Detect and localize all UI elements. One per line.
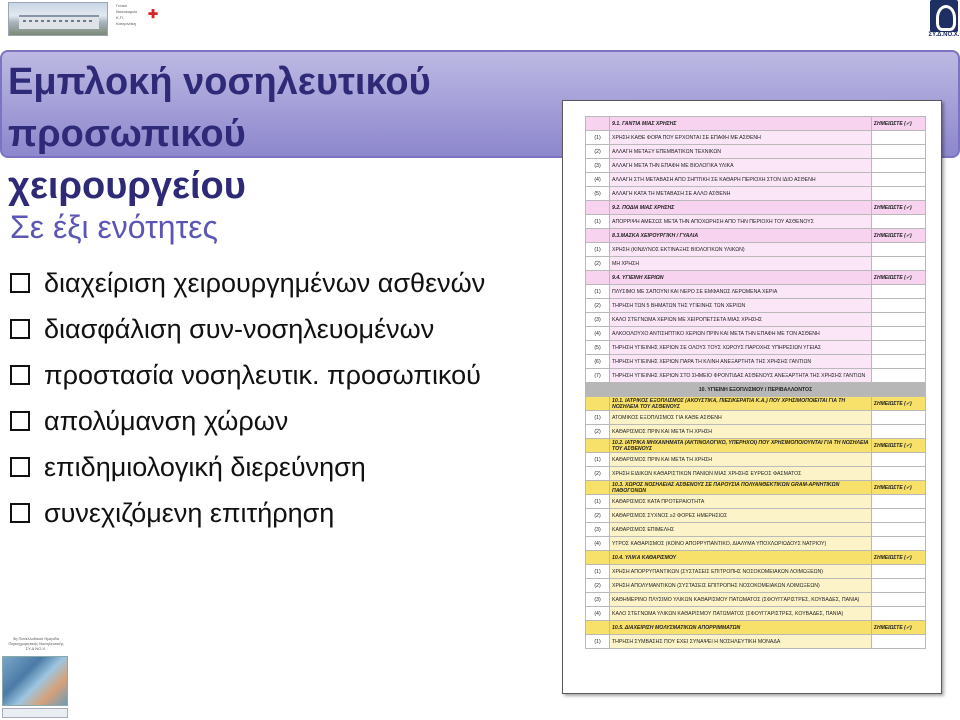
form-row-mark	[872, 495, 926, 509]
form-row-text: ΑΤΟΜΙΚΟΣ ΕΞΟΠΛΙΣΜΟΣ ΓΙΑ ΚΑΘΕ ΑΣΘΕΝΗ	[610, 411, 872, 425]
form-row-number: (2)	[586, 509, 610, 523]
form-item-row	[586, 243, 926, 257]
form-row-mark	[872, 537, 926, 551]
form-row-text: ΑΛΛΑΓΗ ΜΕΤΑΞΥ ΕΠΕΜΒΑΤΙΚΩΝ ΤΕΧΝΙΚΩΝ	[610, 145, 872, 159]
form-item-row	[586, 453, 926, 467]
form-item-row	[586, 327, 926, 341]
form-row-mark: ΣΗΜΕΙΩΣΤΕ (✓)	[872, 397, 926, 411]
form-row-mark	[872, 341, 926, 355]
form-row-text: ΑΠΟΡΡΙΨΗ ΑΜΕΣΩΣ ΜΕΤΑ ΤΗΝ ΑΠΟΧΩΡΗΣΗ ΑΠΟ ΤΗΝ ΠΕΡΙΟΧΗ ΤΟΥ ΑΣΘΕΝΟΥΣ	[610, 215, 872, 229]
form-row-mark	[872, 467, 926, 481]
form-section-row	[586, 201, 926, 215]
form-item-row	[586, 145, 926, 159]
form-section-row	[586, 621, 926, 635]
form-row-text: ΚΑΘΑΡΙΣΜΟΣ ΕΠΙΜΕΛΗΣ	[610, 523, 872, 537]
form-row-number: (4)	[586, 327, 610, 341]
form-item-row	[586, 565, 926, 579]
form-item-row	[586, 313, 926, 327]
conference-logo	[0, 636, 72, 720]
form-row-number	[586, 271, 610, 285]
form-row-number	[586, 439, 610, 453]
bullet-list	[10, 260, 485, 536]
form-item-row	[586, 593, 926, 607]
section-heading: Σε έξι ενότητες	[10, 209, 218, 245]
form-row-mark	[872, 593, 926, 607]
form-row-mark: ΣΗΜΕΙΩΣΤΕ (✓)	[872, 621, 926, 635]
bullet-item: απολύμανση χώρων	[10, 398, 485, 444]
form-row-number: (4)	[586, 607, 610, 621]
form-row-text: ΧΡΗΣΗ (ΚΙΝΔΥΝΟΣ ΕΚΤΙΝΑΞΗΣ ΒΙΟΛΟΓΙΚΩΝ ΥΛΙΚΩΝ)	[610, 243, 872, 257]
form-row-number: (1)	[586, 453, 610, 467]
form-row-mark	[872, 579, 926, 593]
form-row-mark	[872, 355, 926, 369]
form-row-number: (2)	[586, 257, 610, 271]
form-item-row	[586, 579, 926, 593]
form-row-mark: ΣΗΜΕΙΩΣΤΕ (✓)	[872, 271, 926, 285]
form-row-text: 10.4. ΥΛΙΚΑ ΚΑΘΑΡΙΣΜΟΥ	[610, 551, 872, 565]
form-row-text: ΑΛΛΑΓΗ ΜΕΤΑ ΤΗΝ ΕΠΑΦΗ ΜΕ ΒΙΟΛΟΓΙΚΑ ΥΛΙΚΑ	[610, 159, 872, 173]
form-row-number: (6)	[586, 355, 610, 369]
form-row-text: ΧΡΗΣΗ ΚΑΘΕ ΦΟΡΑ ΠΟΥ ΕΡΧΟΝΤΑΙ ΣΕ ΕΠΑΦΗ ΜΕ ΑΣΘΕΝΗ	[610, 131, 872, 145]
checkbox-bullet-icon	[10, 365, 30, 385]
form-row-number: (1)	[586, 243, 610, 257]
slide-title-line-1: Εμπλοκή νοσηλευτικού προσωπικού	[8, 61, 431, 155]
form-row-number: (5)	[586, 187, 610, 201]
slide-title	[8, 56, 568, 212]
form-row-text: ΧΡΗΣΗ ΕΙΔΙΚΩΝ ΚΑΘΑΡΙΣΤΙΚΩΝ ΠΑΝΙΩΝ ΜΙΑΣ ΧΡΗΣΗΣ ΕΥΡΕΟΣ ΦΑΣΜΑΤΟΣ	[610, 467, 872, 481]
form-section-row	[586, 439, 926, 453]
conference-logo-text: 3η Πανελλαδικού Ημερίδα Περιεγχειρητικής Νοσηλευτικής ΣΥ.Δ.ΝΟ.Χ.	[8, 636, 64, 651]
form-row-number: (4)	[586, 537, 610, 551]
checkbox-bullet-icon	[10, 503, 30, 523]
form-item-row	[586, 173, 926, 187]
form-section-row	[586, 271, 926, 285]
association-emblem-icon	[930, 0, 958, 32]
form-row-mark	[872, 215, 926, 229]
form-item-row	[586, 635, 926, 649]
bullet-item: διασφάλιση συν-νοσηλευομένων	[10, 306, 485, 352]
form-band-title: 10. ΥΓΙΕΙΝΗ ΕΞΟΠΛΙΣΜΟΥ / ΠΕΡΙΒΑΛΛΟΝΤΟΣ	[586, 383, 926, 397]
form-item-row	[586, 299, 926, 313]
red-cross-icon: ✚	[148, 7, 159, 21]
form-item-row	[586, 257, 926, 271]
form-row-text: ΤΗΡΗΣΗ ΥΓΙΕΙΝΗΣ ΧΕΡΙΩΝ ΣΕ ΟΛΟΥΣ ΤΟΥΣ ΧΩΡΟΥΣ ΠΑΡΟΧΗΣ ΥΠΗΡΕΣΙΩΝ ΥΓΕΙΑΣ	[610, 341, 872, 355]
slide-title-line-2: χειρουργείου	[8, 165, 246, 207]
bullet-item: συνεχιζόμενη επιτήρηση	[10, 490, 485, 536]
hospital-logo-text: Γενικό Νοσοκομείο Κ.Π. Κατερινάκη	[116, 3, 138, 26]
form-item-row	[586, 131, 926, 145]
form-row-text: ΧΡΗΣΗ ΑΠΟΡΡΥΠΑΝΤΙΚΩΝ (ΣΥΣΤΑΣΕΙΣ ΕΠΙΤΡΟΠΗΣ ΝΟΣΟΚΟΜΕΙΑΚΩΝ ΛΟΙΜΩΞΕΩΝ)	[610, 565, 872, 579]
association-logo	[928, 0, 960, 40]
form-row-number: (3)	[586, 593, 610, 607]
form-row-text: ΤΗΡΗΣΗ ΥΓΙΕΙΝΗΣ ΧΕΡΙΩΝ ΣΤΟ ΣΗΜΕΙΟ ΦΡΟΝΤΙΔΑΣ ΑΣΘΕΝΟΥΣ ΑΝΕΞΑΡΤΗΤΑ ΤΗΣ ΧΡΗΣΗΣ ΓΑΝΤΙΩΝ	[610, 369, 872, 383]
form-item-row	[586, 495, 926, 509]
form-item-row	[586, 537, 926, 551]
form-row-text: 10.5. ΔΙΑΧΕΙΡΙΣΗ ΜΟΛΥΣΜΑΤΙΚΩΝ ΑΠΟΡΡΙΜΜΑΤΩΝ	[610, 621, 872, 635]
form-section-row	[586, 481, 926, 495]
form-row-text: ΤΗΡΗΣΗ ΣΥΜΒΑΣΗΣ ΠΟΥ ΕΧΕΙ ΣΥΝΑΨΕΙ Η ΝΟΣΗΛΕΥΤΙΚΗ ΜΟΝΑΔΑ	[610, 635, 872, 649]
form-row-number	[586, 481, 610, 495]
form-row-mark	[872, 285, 926, 299]
hospital-logo	[8, 2, 158, 36]
form-row-mark	[872, 565, 926, 579]
form-row-mark	[872, 635, 926, 649]
form-row-mark: ΣΗΜΕΙΩΣΤΕ (✓)	[872, 117, 926, 131]
checkbox-bullet-icon	[10, 411, 30, 431]
form-item-row	[586, 411, 926, 425]
bullet-item: προστασία νοσηλευτικ. προσωπικού	[10, 352, 485, 398]
form-row-text: ΜΗ ΧΡΗΣΗ	[610, 257, 872, 271]
form-row-number	[586, 397, 610, 411]
form-row-mark	[872, 243, 926, 257]
form-row-number	[586, 621, 610, 635]
conference-logo-band	[2, 708, 68, 718]
form-section-row	[586, 117, 926, 131]
form-item-row	[586, 285, 926, 299]
form-row-number: (1)	[586, 131, 610, 145]
checklist-form-table	[585, 116, 926, 649]
form-row-mark	[872, 523, 926, 537]
form-row-mark	[872, 425, 926, 439]
form-row-number: (1)	[586, 215, 610, 229]
form-row-number: (3)	[586, 159, 610, 173]
form-row-number: (2)	[586, 579, 610, 593]
checkbox-bullet-icon	[10, 457, 30, 477]
form-section-row	[586, 229, 926, 243]
form-item-row	[586, 369, 926, 383]
form-row-mark: ΣΗΜΕΙΩΣΤΕ (✓)	[872, 201, 926, 215]
form-row-text: ΚΑΘΑΡΙΣΜΟΣ ΠΡΙΝ ΚΑΙ ΜΕΤΑ ΤΗ ΧΡΗΣΗ	[610, 425, 872, 439]
form-row-mark	[872, 257, 926, 271]
form-row-number	[586, 551, 610, 565]
form-row-text: ΠΛΥΣΙΜΟ ΜΕ ΣΑΠΟΥΝΙ ΚΑΙ ΝΕΡΟ ΣΕ ΕΜΦΑΝΩΣ ΛΕΡΩΜΕΝΑ ΧΕΡΙΑ	[610, 285, 872, 299]
form-row-text: ΚΑΘΑΡΙΣΜΟΣ ΠΡΙΝ ΚΑΙ ΜΕΤΑ ΤΗ ΧΡΗΣΗ	[610, 453, 872, 467]
form-item-row	[586, 607, 926, 621]
form-row-text: ΚΑΘΑΡΙΣΜΟΣ ΚΑΤΑ ΠΡΟΤΕΡΑΙΟΤΗΤΑ	[610, 495, 872, 509]
form-section-row	[586, 551, 926, 565]
form-section-row	[586, 397, 926, 411]
form-row-number: (3)	[586, 523, 610, 537]
form-row-mark: ΣΗΜΕΙΩΣΤΕ (✓)	[872, 481, 926, 495]
form-row-text: 9.2. ΠΟΔΙΑ ΜΙΑΣ ΧΡΗΣΗΣ	[610, 201, 872, 215]
form-row-text: ΤΗΡΗΣΗ ΤΩΝ 5 ΒΗΜΑΤΩΝ ΤΗΣ ΥΓΙΕΙΝΗΣ ΤΩΝ ΧΕΡΙΩΝ	[610, 299, 872, 313]
form-row-mark	[872, 327, 926, 341]
form-row-mark	[872, 299, 926, 313]
form-row-text: ΤΗΡΗΣΗ ΥΓΙΕΙΝΗΣ ΧΕΡΙΩΝ ΠΑΡΑ ΤΗ ΚΛΙΝΗ ΑΝΕΞΑΡΤΗΤΑ ΤΗΣ ΧΡΗΣΗΣ ΓΑΝΤΙΩΝ	[610, 355, 872, 369]
form-row-mark	[872, 411, 926, 425]
form-item-row	[586, 523, 926, 537]
form-row-text: ΧΡΗΣΗ ΑΠΟΛΥΜΑΝΤΙΚΩΝ (ΣΥΣΤΑΣΕΙΣ ΕΠΙΤΡΟΠΗΣ ΝΟΣΟΚΟΜΕΙΑΚΩΝ ΛΟΙΜΩΞΕΩΝ)	[610, 579, 872, 593]
form-row-number	[586, 201, 610, 215]
form-row-number: (1)	[586, 285, 610, 299]
bullet-item: επιδημιολογική διερεύνηση	[10, 444, 485, 490]
form-row-mark	[872, 159, 926, 173]
form-item-row	[586, 467, 926, 481]
checkbox-bullet-icon	[10, 273, 30, 293]
form-row-number: (1)	[586, 565, 610, 579]
form-row-text: ΚΑΘΗΜΕΡΙΝΟ ΠΛΥΣΙΜΟ ΥΛΙΚΩΝ ΚΑΘΑΡΙΣΜΟΥ ΠΑΤΩΜΑΤΟΣ (ΣΦΟΥΓΓΑΡΙΣΤΡΕΣ, ΚΟΥΒΑΔΕΣ, ΠΑΝΙΑ)	[610, 593, 872, 607]
form-row-mark: ΣΗΜΕΙΩΣΤΕ (✓)	[872, 229, 926, 243]
form-item-row	[586, 425, 926, 439]
form-row-text: ΥΓΡΟΣ ΚΑΘΑΡΙΣΜΟΣ (ΚΟΙΝΟ ΑΠΟΡΡΥΠΑΝΤΙΚΟ, ΔΙΑΛΥΜΑ ΥΠΟΧΛΩΡΙΩΔΟΥΣ ΝΑΤΡΙΟΥ)	[610, 537, 872, 551]
form-row-number: (3)	[586, 313, 610, 327]
form-row-text: 10.2. ΙΑΤΡΙΚΑ ΜΗΧΑΝΗΜΑΤΑ (ΑΚΤΙΝΟΛΟΓΙΚΟ, ΥΠΕΡΗΧΟΙ) ΠΟΥ ΧΡΗΣΙΜΟΠΟΙΟΥΝΤΑΙ ΓΙΑ ΤΗ ΝΟΣΗΛΕΙΑ ΤΟΥ ΑΣΘΕΝΟΥΣ	[610, 439, 872, 453]
form-item-row	[586, 187, 926, 201]
form-row-text: ΚΑΛΟ ΣΤΕΓΝΩΜΑ ΥΛΙΚΩΝ ΚΑΘΑΡΙΣΜΟΥ ΠΑΤΩΜΑΤΟΣ (ΣΦΟΥΓΓΑΡΙΣΤΡΕΣ, ΚΟΥΒΑΔΕΣ, ΠΑΝΙΑ)	[610, 607, 872, 621]
form-row-text: 10.3. ΧΩΡΟΣ ΝΟΣΗΛΕΙΑΣ ΑΣΘΕΝΟΥΣ ΣΕ ΠΑΡΟΥΣΙΑ ΠΟΛΥΑΝΘΕΚΤΙΚΩΝ GRAM-ΑΡΝΗΤΙΚΩΝ ΠΑΘΟΓΟΝΩΝ	[610, 481, 872, 495]
form-row-text: 8.3.ΜΑΣΚΑ ΧΕΙΡΟΥΡΓΙΚΗ / ΓΥΑΛΙΑ	[610, 229, 872, 243]
form-row-number: (2)	[586, 467, 610, 481]
form-row-mark	[872, 145, 926, 159]
hospital-building-image	[8, 2, 108, 36]
form-row-number	[586, 229, 610, 243]
conference-photo-collage	[2, 656, 68, 706]
form-row-mark: ΣΗΜΕΙΩΣΤΕ (✓)	[872, 551, 926, 565]
form-row-text: ΚΑΘΑΡΙΣΜΟΣ ΣΥΧΝΟΣ ≥2 ΦΟΡΕΣ ΗΜΕΡΗΣΙΩΣ	[610, 509, 872, 523]
form-row-number: (5)	[586, 341, 610, 355]
form-item-row	[586, 509, 926, 523]
form-row-text: ΑΛΚΟΟΛΟΥΧΟ ΑΝΤΙΣΗΠΤΙΚΟ ΧΕΡΙΩΝ ΠΡΙΝ ΚΑΙ ΜΕΤΑ ΤΗΝ ΕΠΑΦΗ ΜΕ ΤΟΝ ΑΣΘΕΝΗ	[610, 327, 872, 341]
form-row-text: 9.4. ΥΓΙΕΙΝΗ ΧΕΡΙΩΝ	[610, 271, 872, 285]
form-row-number: (2)	[586, 145, 610, 159]
form-band-row	[586, 383, 926, 397]
checkbox-bullet-icon	[10, 319, 30, 339]
form-row-number: (2)	[586, 425, 610, 439]
form-row-number: (1)	[586, 635, 610, 649]
form-row-mark	[872, 313, 926, 327]
form-item-row	[586, 215, 926, 229]
form-row-number: (1)	[586, 495, 610, 509]
form-row-text: 9.1. ΓΑΝΤΙΑ ΜΙΑΣ ΧΡΗΣΗΣ	[610, 117, 872, 131]
form-row-text: 10.1. ΙΑΤΡΙΚΟΣ ΕΞΟΠΛΙΣΜΟΣ (ΑΚΟΥΣΤΙΚΑ, ΠΙΕΣΙΚΕΡΑΤΙΑ Κ.Α.) ΠΟΥ ΧΡΗΣΙΜΟΠΟΙΕΙΤΑΙ ΓΙΑ ΤΗ ΝΟΣΗΛΕΙΑ ΤΟΥ ΑΣΘΕΝΟΥΣ	[610, 397, 872, 411]
form-row-mark	[872, 607, 926, 621]
form-row-text: ΑΛΛΑΓΗ ΣΤΗ ΜΕΤΑΒΑΣΗ ΑΠΟ ΣΗΠΤΙΚΗ ΣΕ ΚΑΘΑΡΗ ΠΕΡΙΟΧΗ ΣΤΟΝ ΙΔΙΟ ΑΣΘΕΝΗ	[610, 173, 872, 187]
form-row-mark	[872, 173, 926, 187]
bullet-item: διαχείριση χειρουργημένων ασθενών	[10, 260, 485, 306]
form-row-number: (1)	[586, 411, 610, 425]
form-item-row	[586, 159, 926, 173]
association-logo-text: ΣΥ.Δ.ΝΟ.Χ.	[928, 32, 960, 38]
form-row-mark	[872, 131, 926, 145]
form-item-row	[586, 341, 926, 355]
form-row-number: (2)	[586, 299, 610, 313]
form-row-text: ΚΑΛΟ ΣΤΕΓΝΩΜΑ ΧΕΡΙΩΝ ΜΕ ΧΕΙΡΟΠΕΤΣΕΤΑ ΜΙΑΣ ΧΡΗΣΗΣ	[610, 313, 872, 327]
form-row-number	[586, 117, 610, 131]
form-row-number: (4)	[586, 173, 610, 187]
form-row-mark	[872, 187, 926, 201]
form-row-mark	[872, 369, 926, 383]
form-row-mark: ΣΗΜΕΙΩΣΤΕ (✓)	[872, 439, 926, 453]
form-row-mark	[872, 453, 926, 467]
form-row-number: (7)	[586, 369, 610, 383]
form-row-mark	[872, 509, 926, 523]
form-item-row	[586, 355, 926, 369]
form-row-text: ΑΛΛΑΓΗ ΚΑΤΑ ΤΗ ΜΕΤΑΒΑΣΗ ΣΕ ΑΛΛΟ ΑΣΘΕΝΗ	[610, 187, 872, 201]
